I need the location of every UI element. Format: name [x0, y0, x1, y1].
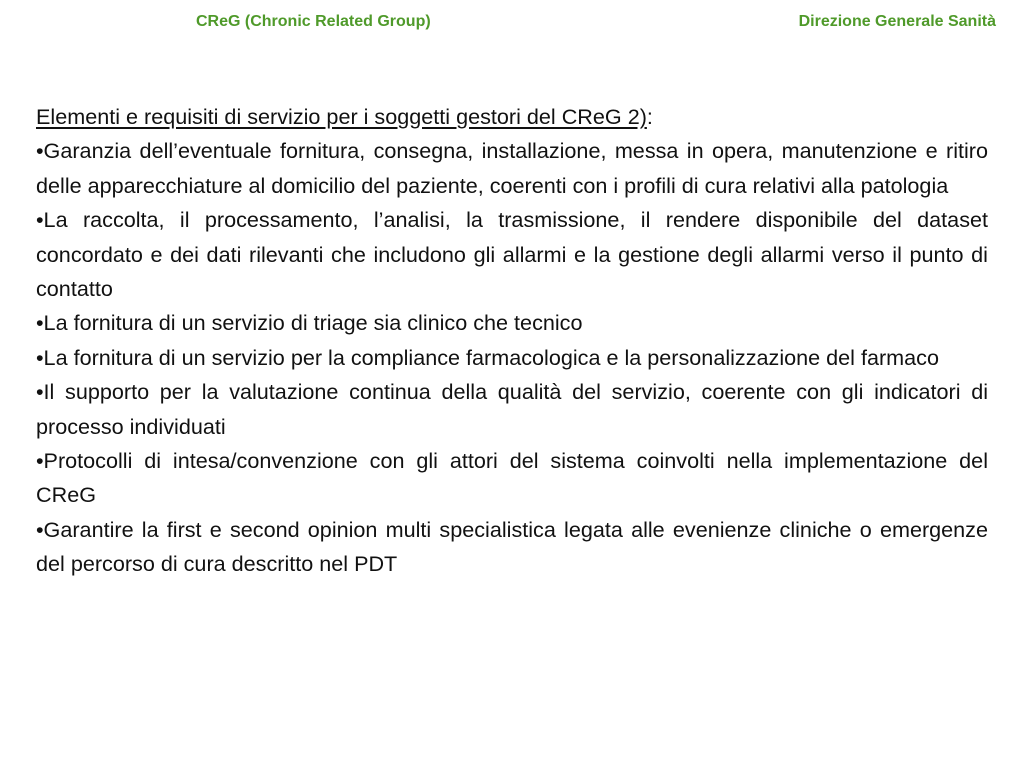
- header-right-title: Direzione Generale Sanità: [798, 13, 996, 30]
- bullet-item-6: •Protocolli di intesa/convenzione con gli attori del sistema coinvolti nella implementazione del CReG: [36, 448, 988, 508]
- header-left-title: CReG (Chronic Related Group): [196, 13, 431, 30]
- bullet-item-5: •Il supporto per la valutazione continua della qualità del servizio, coerente con gli indicatori di processo individuati: [36, 379, 988, 439]
- bullet-item-7: •Garantire la first e second opinion multi specialistica legata alle evenienze cliniche o emergenze del percorso di cura descritto nel PDT: [36, 516, 988, 577]
- section-heading-text: Elementi e requisiti di servizio per i soggetti gestori del CReG 2): [36, 104, 647, 129]
- bullet-item-2: •La raccolta, il processamento, l’analisi, la trasmissione, il rendere disponibile del dataset concordato e dei dati rilevanti che includono gli allarmi e la gestione degli allarmi verso il punto di contatto: [36, 207, 988, 302]
- bullet-item-1: •Garanzia dell’eventuale fornitura, consegna, installazione, messa in opera, manutenzione e ritiro delle apparecchiature al domicilio del paziente, coerenti con i profili di cura relativi alla patologia: [36, 138, 988, 198]
- bullet-item-4: •La fornitura di un servizio per la compliance farmacologica e la personalizzazione del farmaco: [36, 344, 939, 370]
- slide-body: [36, 100, 988, 582]
- section-heading: [36, 100, 988, 134]
- section-heading-colon: :: [646, 104, 653, 129]
- bullet-item-3: •La fornitura di un servizio di triage sia clinico che tecnico: [36, 310, 583, 336]
